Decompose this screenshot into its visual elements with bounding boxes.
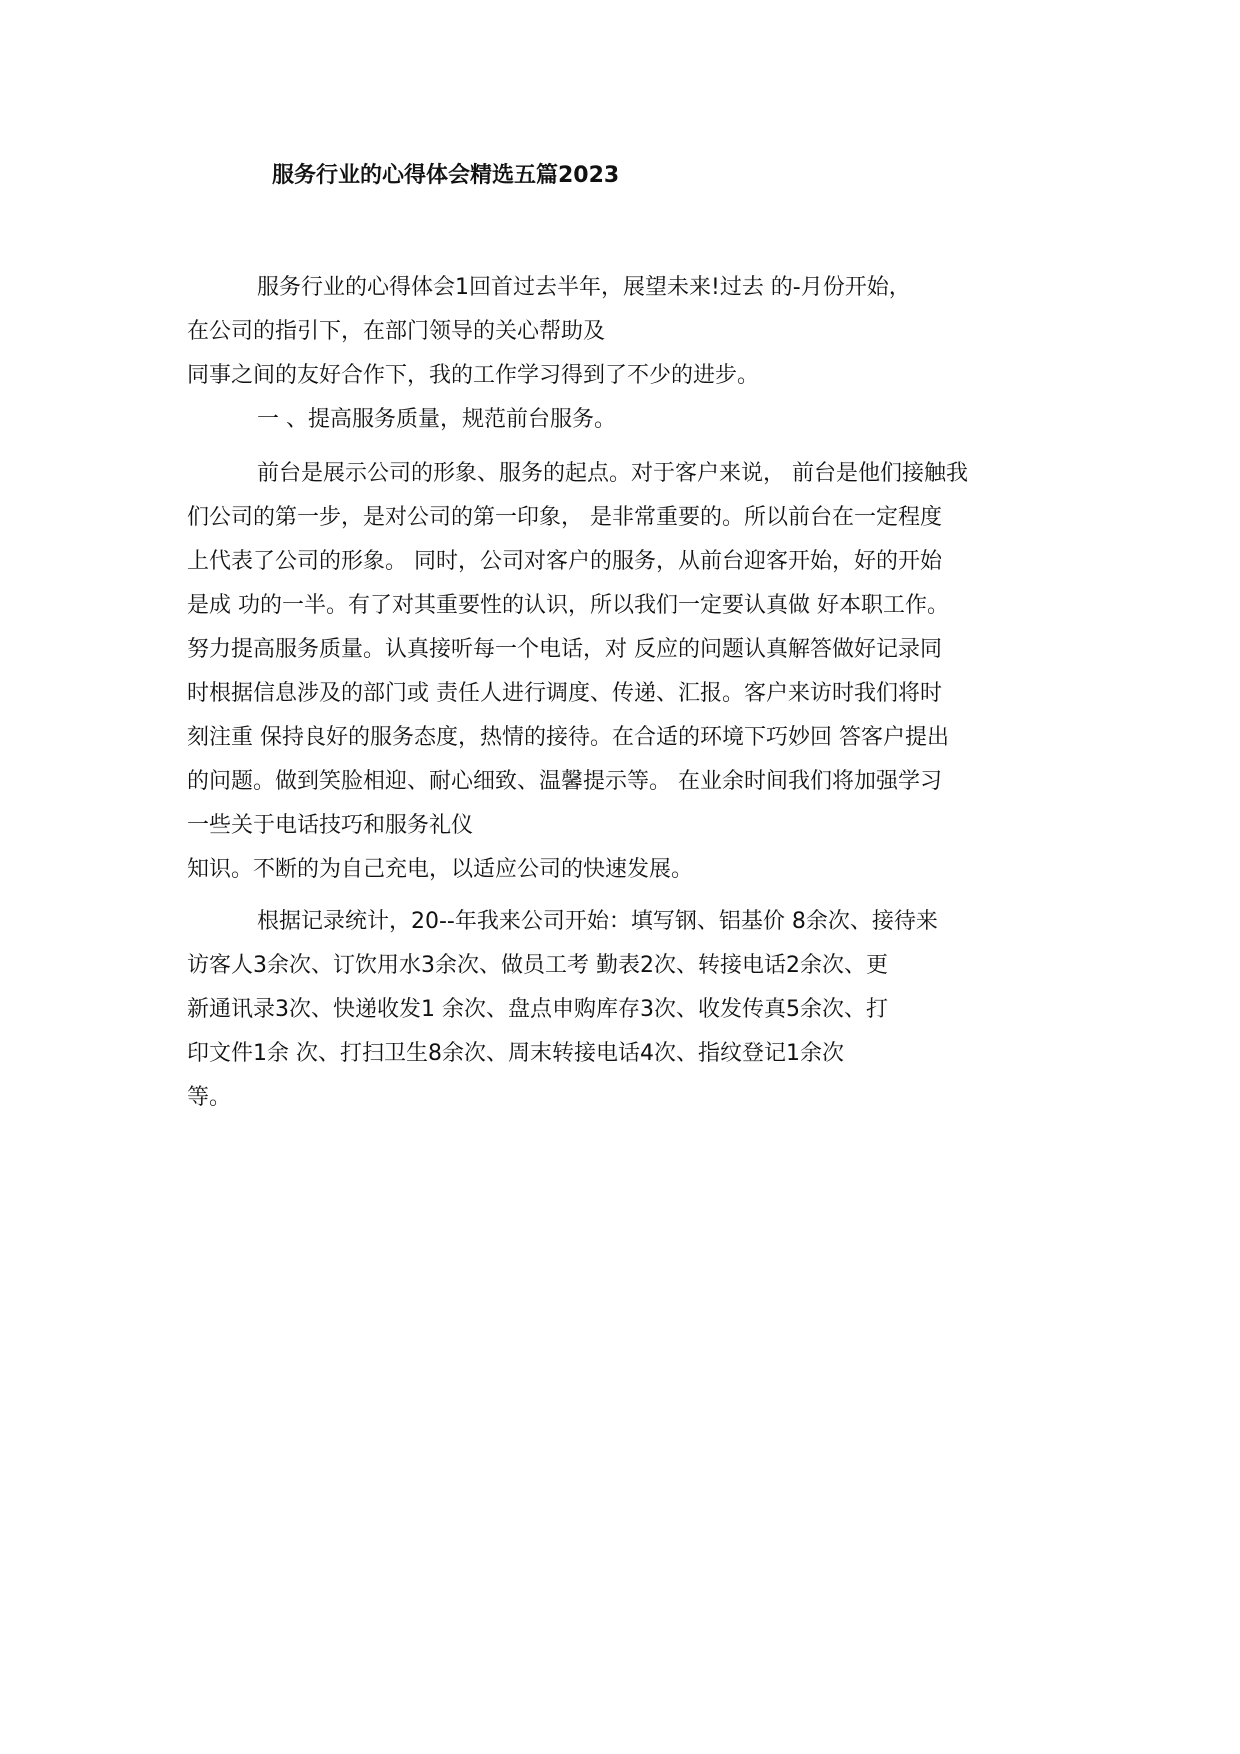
paragraph-line: 知识。不断的为自己充电，以适应公司的快速发展。 <box>187 857 694 882</box>
paragraph-line: 在公司的指引下，在部门领导的关心帮助及 <box>187 319 606 344</box>
paragraph-line: 新通讯录3次、快递收发1 余次、盘点申购库存3次、收发传真5余次、打 <box>187 997 888 1022</box>
section-heading <box>187 398 1067 442</box>
paragraph-line: 上代表了公司的形象。 同时，公司对客户的服务，从前台迎客开始，好的开始 <box>187 549 942 574</box>
document-title: 服务行业的心得体会精选五篇2023 <box>272 163 620 188</box>
paragraph-line: 前台是展示公司的形象、服务的起点。对于客户来说， 前台是他们接触我 <box>257 461 968 486</box>
paragraph-line: 等。 <box>187 1085 232 1110</box>
paragraph-intro <box>187 266 1067 398</box>
paragraph-line: 时根据信息涉及的部门或 责任人进行调度、传递、汇报。客户来访时我们将时 <box>187 681 942 706</box>
paragraph-line: 服务行业的心得体会1回首过去半年，展望未来!过去 的-月份开始， <box>257 275 911 300</box>
paragraph-statistics <box>187 900 1067 1120</box>
paragraph-line: 努力提高服务质量。认真接听每一个电话，对 反应的问题认真解答做好记录同 <box>187 637 942 662</box>
paragraph-line: 同事之间的友好合作下，我的工作学习得到了不少的进步。 <box>187 363 760 388</box>
paragraph-line: 印文件1余 次、打扫卫生8余次、周末转接电话4次、指纹登记1余次 <box>187 1041 844 1066</box>
paragraph-front-desk <box>187 452 1067 892</box>
paragraph-line: 根据记录统计，20--年我来公司开始：填写钢、铝基价 8余次、接待来 <box>257 909 938 934</box>
paragraph-line: 刻注重 保持良好的服务态度，热情的接待。在合适的环境下巧妙回 答客户提出 <box>187 725 949 750</box>
paragraph-line: 的问题。做到笑脸相迎、耐心细致、温馨提示等。 在业余时间我们将加强学习 <box>187 769 942 794</box>
paragraph-line: 是成 功的一半。有了对其重要性的认识，所以我们一定要认真做 好本职工作。 <box>187 593 949 618</box>
paragraph-line: 访客人3余次、订饮用水3余次、做员工考 勤表2次、转接电话2余次、更 <box>187 953 888 978</box>
paragraph-line: 一些关于电话技巧和服务礼仪 <box>187 813 474 838</box>
section-heading-text: 一 、提高服务质量，规范前台服务。 <box>257 407 616 432</box>
paragraph-line: 们公司的第一步，是对公司的第一印象， 是非常重要的。所以前台在一定程度 <box>187 505 942 530</box>
